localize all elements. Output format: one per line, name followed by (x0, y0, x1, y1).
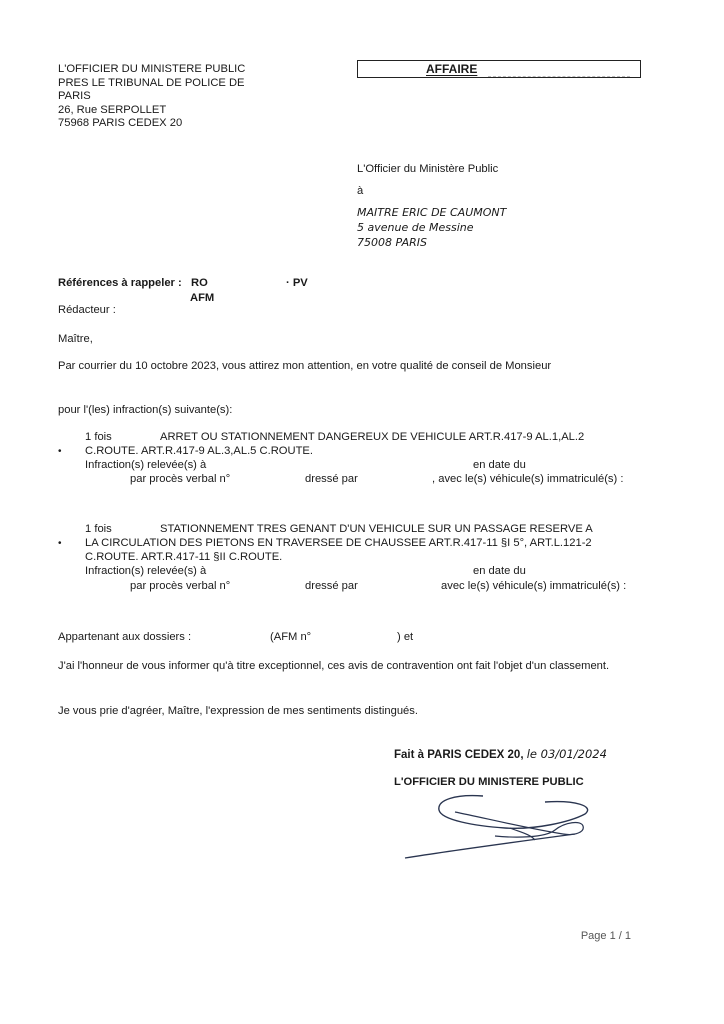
infraction2-date-label: en date du (473, 565, 526, 577)
sender-line: 75968 PARIS CEDEX 20 (58, 117, 183, 129)
bullet-icon: • (58, 446, 62, 457)
infraction2-vehicule-label: avec le(s) véhicule(s) immatriculé(s) : (441, 580, 627, 592)
affaire-box (357, 60, 641, 78)
references-label: Références à rappeler : (58, 277, 182, 289)
infraction1-dresse-label: dressé par (305, 473, 358, 485)
reference-afm: AFM (190, 292, 215, 304)
sender-line: 26, Rue SERPOLLET (58, 103, 167, 116)
signature-date: le 03/01/2024 (526, 747, 607, 761)
signature-title: L'OFFICIER DU MINISTERE PUBLIC (394, 776, 584, 788)
sender-block (58, 63, 245, 131)
bullet-icon: • (58, 538, 62, 549)
sender-line: PARIS (58, 90, 91, 102)
recipient-address (357, 205, 506, 250)
recipient-city: 75008 PARIS (357, 236, 427, 249)
closing-regards: Je vous prie d'agréer, Maître, l'expression de mes sentiments distingués. (58, 705, 418, 717)
infraction2-pv-label: par procès verbal n° (130, 580, 231, 592)
redacteur-label: Rédacteur : (58, 304, 116, 316)
reference-pv-label: PV (292, 277, 308, 289)
signature-scribble (395, 792, 615, 872)
infraction2-desc: C.ROUTE. ART.R.417-11 §II C.ROUTE. (85, 551, 283, 563)
signature-place-date (394, 747, 607, 761)
infraction2-count: 1 fois (85, 523, 112, 535)
recipient-street: 5 avenue de Messine (357, 221, 474, 234)
infractions-intro: pour l'(les) infraction(s) suivante(s): (58, 404, 233, 416)
recipient-from: L'Officier du Ministère Public (357, 163, 499, 175)
handwritten-signature (395, 792, 615, 872)
infraction2-desc: STATIONNEMENT TRES GENANT D'UN VEHICULE SUR UN PASSAGE RESERVE A (160, 523, 593, 535)
infraction2-relevee: Infraction(s) relevée(s) à (85, 565, 207, 577)
infraction2-desc: LA CIRCULATION DES PIETONS EN TRAVERSEE DE CHAUSSEE ART.R.417-11 §I 5°, ART.L.121-2 (85, 537, 592, 549)
afm-number-label: (AFM n° (270, 631, 312, 643)
sender-line: PRES LE TRIBUNAL DE POLICE DE (58, 76, 245, 89)
recipient-to-word: à (357, 185, 364, 197)
infraction1-pv-label: par procès verbal n° (130, 473, 231, 485)
reference-pv: · PV (286, 277, 308, 289)
infraction1-desc: ARRET OU STATIONNEMENT DANGEREUX DE VEHICULE ART.R.417-9 AL.1,AL.2 (160, 431, 585, 443)
infraction1-count: 1 fois (85, 431, 112, 443)
infraction1-desc: C.ROUTE. ART.R.417-9 AL.3,AL.5 C.ROUTE. (85, 445, 313, 457)
infraction1-date-label: en date du (473, 459, 526, 471)
salutation: Maître, (58, 333, 93, 345)
reference-ro: RO (191, 277, 208, 289)
dossiers-label: Appartenant aux dossiers : (58, 631, 192, 643)
page-number: Page 1 / 1 (580, 930, 631, 942)
infraction1-vehicule-label: , avec le(s) véhicule(s) immatriculé(s) : (432, 473, 624, 485)
affaire-divider (488, 76, 630, 77)
decision-paragraph: J'ai l'honneur de vous informer qu'à titre exceptionnel, ces avis de contravention ont fait l'objet d'un classement. (58, 660, 610, 672)
affaire-label: AFFAIRE (426, 62, 478, 76)
signature-place: Fait à PARIS CEDEX 20, (394, 749, 524, 761)
sender-line: L'OFFICIER DU MINISTERE PUBLIC (58, 63, 246, 75)
intro-paragraph: Par courrier du 10 octobre 2023, vous attirez mon attention, en votre qualité de conseil de Monsieur (58, 360, 552, 372)
afm-number-close: ) et (397, 631, 414, 643)
infraction2-dresse-label: dressé par (305, 580, 358, 592)
recipient-name: MAITRE ERIC DE CAUMONT (357, 206, 507, 219)
infraction1-relevee: Infraction(s) relevée(s) à (85, 459, 207, 471)
